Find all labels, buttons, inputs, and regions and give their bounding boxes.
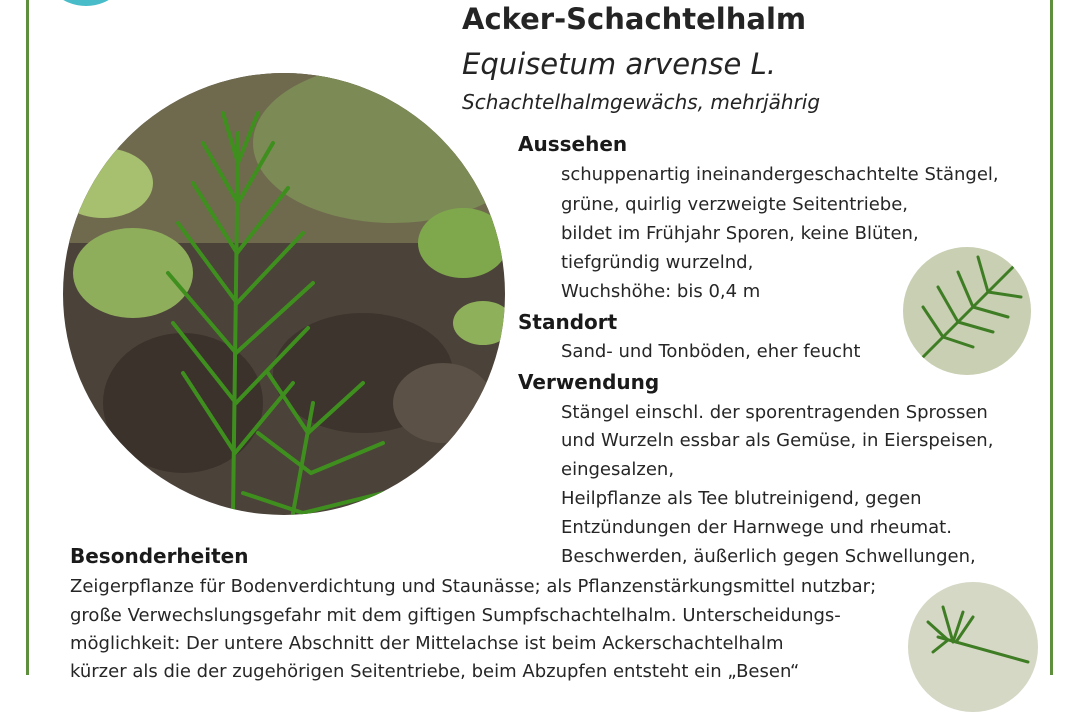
besonderheiten-line: große Verwechslungsgefahr mit dem giftigen Sumpfschachtelhalm. Unterscheidungs-	[70, 605, 841, 626]
section-heading-standort: Standort	[518, 310, 618, 334]
verwendung-line: Entzündungen der Harnwege und rheumat.	[561, 517, 952, 538]
section-heading-besonderheiten: Besonderheiten	[70, 544, 249, 568]
latin-name: Equisetum arvense L.	[462, 47, 776, 81]
verwendung-line: Heilpflanze als Tee blutreinigend, gegen	[561, 488, 922, 509]
besonderheiten-line: möglichkeit: Der untere Abschnitt der Mittelachse ist beim Ackerschachtelhalm	[70, 633, 784, 654]
left-border	[26, 0, 29, 675]
main-plant-photo	[63, 73, 505, 515]
page-title: Acker-Schachtelhalm	[462, 2, 807, 36]
section-heading-aussehen: Aussehen	[518, 132, 628, 156]
aussehen-line: grüne, quirlig verzweigte Seitentriebe,	[561, 194, 908, 215]
besonderheiten-line: Zeigerpflanze für Bodenverdichtung und Staunässe; als Pflanzenstärkungsmittel nutzbar;	[70, 576, 877, 597]
right-border	[1050, 0, 1053, 675]
aussehen-line: schuppenartig ineinandergeschachtelte Stängel,	[561, 164, 999, 185]
logo	[40, 0, 132, 6]
aussehen-line: Wuchshöhe: bis 0,4 m	[561, 281, 761, 302]
aussehen-line: bildet im Frühjahr Sporen, keine Blüten,	[561, 223, 919, 244]
detail-photo-tip	[908, 582, 1038, 712]
plant-family: Schachtelhalmgewächs, mehrjährig	[462, 90, 821, 114]
section-heading-verwendung: Verwendung	[518, 370, 660, 394]
detail-photo-branch	[903, 247, 1031, 375]
verwendung-line: und Wurzeln essbar als Gemüse, in Eierspeisen,	[561, 430, 994, 451]
besonderheiten-line: kürzer als die der zugehörigen Seitentriebe, beim Abzupfen entsteht ein „Besen“	[70, 661, 800, 682]
verwendung-line: Beschwerden, äußerlich gegen Schwellungen,	[561, 546, 976, 567]
standort-line: Sand- und Tonböden, eher feucht	[561, 341, 861, 362]
verwendung-line: eingesalzen,	[561, 459, 675, 480]
verwendung-line: Stängel einschl. der sporentragenden Sprossen	[561, 402, 988, 423]
aussehen-line: tiefgründig wurzelnd,	[561, 252, 754, 273]
